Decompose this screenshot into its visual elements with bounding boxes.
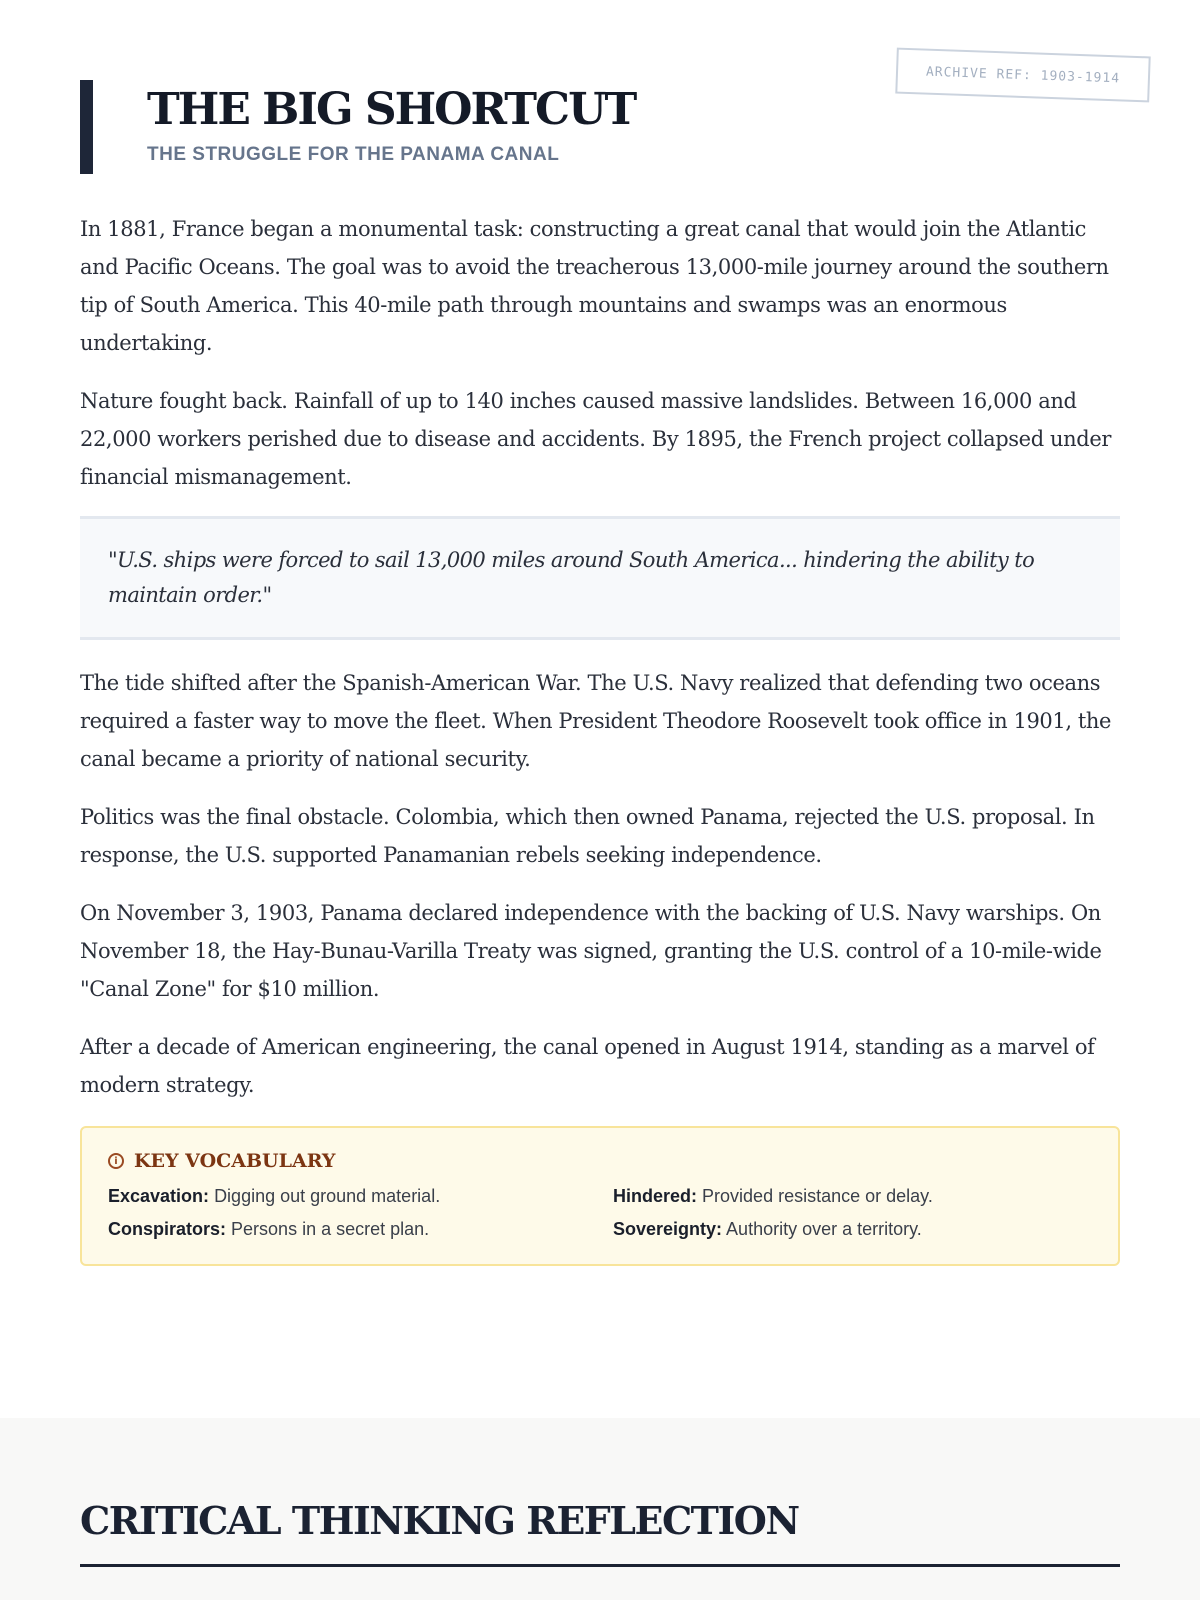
reflection-section	[0, 1418, 1200, 1600]
vocab-term: Excavation:	[108, 1186, 210, 1206]
vocab-item	[613, 1219, 1092, 1240]
vocab-term: Conspirators:	[108, 1219, 227, 1239]
info-icon: i	[108, 1153, 124, 1169]
paragraph: In 1881, France began a monumental task: constructing a great canal that would join the Atlantic and Pacific Oceans. The goal was to avoid the treacherous 13,000-mile journey around the southern tip of South America. This 40-mile path through mountains and swamps was an enormous undertaking.	[80, 217, 1109, 355]
vocab-term: Sovereignty:	[613, 1219, 723, 1239]
vocab-definition: Digging out ground material.	[214, 1186, 441, 1206]
article-body	[80, 210, 1120, 1266]
paragraph: Politics was the final obstacle. Colombia, which then owned Panama, rejected the U.S. proposal. In response, the U.S. supported Panamanian rebels seeking independence.	[80, 805, 1095, 867]
key-vocabulary-box	[80, 1126, 1120, 1266]
divider	[80, 1564, 1120, 1567]
vocab-title: KEY VOCABULARY	[134, 1150, 336, 1172]
vocab-definition: Provided resistance or delay.	[702, 1186, 933, 1206]
vocab-term: Hindered:	[613, 1186, 698, 1206]
vocab-definition: Authority over a territory.	[726, 1219, 922, 1239]
reflection-title: CRITICAL THINKING REFLECTION	[80, 1498, 799, 1543]
vocab-list	[108, 1186, 1092, 1240]
pull-quote: "U.S. ships were forced to sail 13,000 miles around South America... hindering the ability to maintain order."	[80, 516, 1120, 640]
paragraph: After a decade of American engineering, the canal opened in August 1914, standing as a marvel of modern strategy.	[80, 1035, 1095, 1097]
vocab-heading	[108, 1150, 1092, 1172]
paragraph: Nature fought back. Rainfall of up to 140 inches caused massive landslides. Between 16,000 and 22,000 workers perished due to disease and accidents. By 1895, the French project collapsed under financial mismanagement.	[80, 389, 1111, 489]
page-header	[80, 80, 635, 174]
page-subtitle: THE STRUGGLE FOR THE PANAMA CANAL	[147, 144, 560, 166]
vocab-item	[613, 1186, 1092, 1207]
vocab-definition: Persons in a secret plan.	[231, 1219, 430, 1239]
paragraph: The tide shifted after the Spanish-American War. The U.S. Navy realized that defending two oceans required a faster way to move the fleet. When President Theodore Roosevelt took office in 1901, the canal became a priority of national security.	[80, 671, 1112, 771]
archive-stamp: ARCHIVE REF: 1903-1914	[895, 48, 1150, 103]
vocab-item	[108, 1186, 613, 1207]
vocab-item	[108, 1219, 613, 1240]
page-title: THE BIG SHORTCUT	[147, 84, 636, 135]
paragraph: On November 3, 1903, Panama declared independence with the backing of U.S. Navy warships. On November 18, the Hay-Bunau-Varilla Treaty was signed, granting the U.S. control of a 10-mile-wide "Canal Zone" for $10 million.	[80, 901, 1102, 1001]
